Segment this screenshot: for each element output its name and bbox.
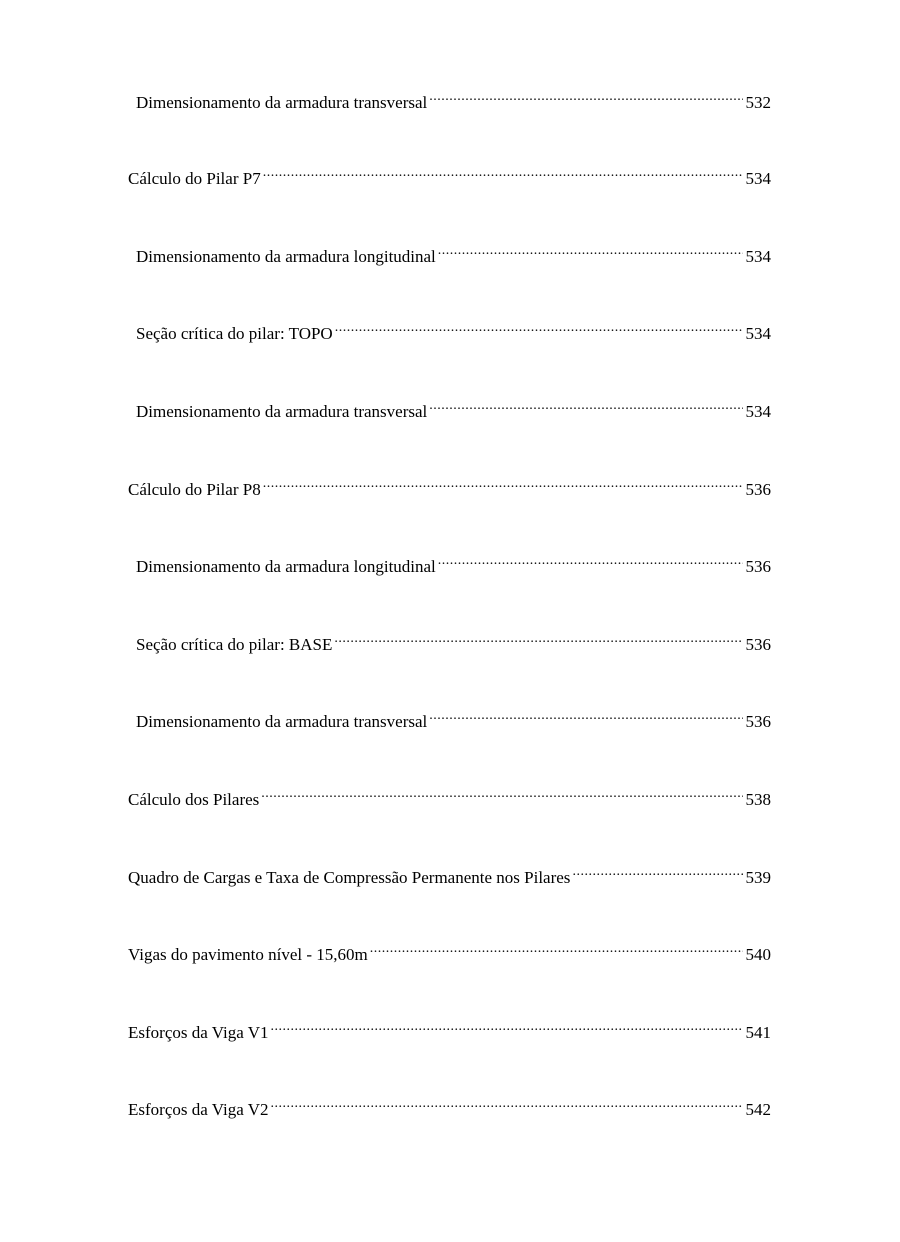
- dot-leader: [370, 938, 743, 960]
- toc-entry[interactable]: [128, 783, 771, 809]
- toc-entry-page-number: 534: [745, 402, 771, 421]
- toc-entry-page-number: 536: [745, 712, 771, 731]
- toc-entry-page-number: 532: [745, 93, 771, 112]
- toc-entry-title: Esforços da Viga V2: [128, 1100, 269, 1119]
- toc-entry-title: Dimensionamento da armadura transversal: [136, 93, 428, 112]
- toc-entry-page-number: 542: [745, 1100, 771, 1119]
- toc-entry-page-number: 534: [745, 324, 771, 343]
- toc-entry-title: Quadro de Cargas e Taxa de Compressão Permanente nos Pilares: [128, 868, 571, 887]
- toc-entry-page-number: 534: [745, 247, 771, 266]
- dot-leader: [270, 1016, 742, 1038]
- toc-entry-title: Seção crítica do pilar: BASE: [136, 635, 333, 654]
- dot-leader: [263, 473, 743, 495]
- toc-entry-title: Esforços da Viga V1: [128, 1023, 269, 1042]
- dot-leader: [263, 162, 743, 184]
- dot-leader: [429, 705, 742, 727]
- toc-entry-title: Dimensionamento da armadura longitudinal: [136, 557, 436, 576]
- toc-entry[interactable]: [128, 861, 771, 887]
- toc-entry[interactable]: [136, 317, 771, 343]
- toc-entry-page-number: 539: [745, 868, 771, 887]
- toc-entry[interactable]: [128, 1016, 771, 1042]
- toc-entry[interactable]: [136, 550, 771, 576]
- toc-entry-title: Cálculo do Pilar P8: [128, 480, 261, 499]
- toc-entry-page-number: 538: [745, 790, 771, 809]
- toc-entry[interactable]: [136, 86, 771, 112]
- toc-entry-page-number: 534: [745, 169, 771, 188]
- toc-entry-page-number: 536: [745, 635, 771, 654]
- dot-leader: [261, 783, 742, 805]
- dot-leader: [438, 550, 743, 572]
- toc-entry[interactable]: [128, 1093, 771, 1119]
- dot-leader: [335, 317, 743, 339]
- toc-entry[interactable]: [128, 162, 771, 188]
- toc-entry-title: Cálculo dos Pilares: [128, 790, 260, 809]
- toc-entry-page-number: 540: [745, 945, 771, 964]
- toc-entry[interactable]: [136, 705, 771, 731]
- dot-leader: [438, 240, 743, 262]
- toc-entry-page-number: 541: [745, 1023, 771, 1042]
- dot-leader: [429, 86, 742, 108]
- toc-entry-title: Seção crítica do pilar: TOPO: [136, 324, 333, 343]
- toc-entry[interactable]: [136, 628, 771, 654]
- toc-entry-page-number: 536: [745, 480, 771, 499]
- toc-entry[interactable]: [128, 473, 771, 499]
- toc-entry-title: Dimensionamento da armadura transversal: [136, 402, 428, 421]
- toc-entry-title: Cálculo do Pilar P7: [128, 169, 261, 188]
- dot-leader: [334, 628, 742, 650]
- toc-entry-title: Vigas do pavimento nível - 15,60m: [128, 945, 368, 964]
- toc-entry-title: Dimensionamento da armadura transversal: [136, 712, 428, 731]
- toc-entry[interactable]: [128, 938, 771, 964]
- dot-leader: [572, 861, 742, 883]
- toc-entry[interactable]: [136, 240, 771, 266]
- toc-entry[interactable]: [136, 395, 771, 421]
- toc-entry-title: Dimensionamento da armadura longitudinal: [136, 247, 436, 266]
- dot-leader: [429, 395, 742, 417]
- dot-leader: [270, 1093, 742, 1115]
- toc-entry-page-number: 536: [745, 557, 771, 576]
